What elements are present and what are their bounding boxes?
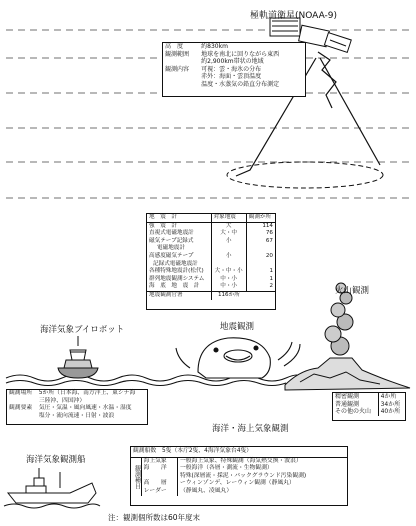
- buoy-row-value: 5か所（日本海、南方洋上、東シナ海: [38, 390, 136, 396]
- volcano-row-label: その他の火山: [335, 408, 372, 416]
- seismo-cell: 小: [211, 253, 246, 261]
- seismo-cell: 海 底 地 震 計: [149, 283, 200, 290]
- seismo-cell: 114: [246, 222, 275, 230]
- seismo-cell: 高感度磁気テープ: [149, 252, 194, 259]
- volcano-icon: [285, 283, 410, 390]
- seismo-cell: 大: [211, 222, 246, 230]
- seismo-cell: 76: [246, 230, 275, 238]
- buoy-label: 海洋気象ブイロボット: [40, 325, 125, 335]
- seismo-cell: 中・小: [211, 276, 246, 284]
- satellite-row-value: 約830km: [201, 43, 228, 50]
- satellite-info-box: [162, 42, 306, 97]
- footnote: 注：観測個所数は60年度末: [108, 513, 201, 522]
- seismo-cell: 磁気テープ記録式: [149, 237, 194, 244]
- seismo-cell: 1: [246, 276, 275, 284]
- seismo-footer-value: 116か所: [211, 291, 246, 299]
- seismo-cell: 各種特殊地震計(松代): [149, 268, 204, 275]
- buoy-info-box: [6, 389, 148, 425]
- earthquake-label: 地震観測: [220, 322, 255, 332]
- ocean-label: 海洋・海上気象観測: [212, 424, 289, 434]
- seismo-footer-label: 地震観測官署: [149, 291, 183, 298]
- volcano-row-value: 34か所: [378, 401, 405, 409]
- satellite-row-value: 可視：雲・海氷の分布: [201, 65, 262, 73]
- ship-row-value: 特殊(深層流・採泥・バックグラウンド汚染観測): [179, 472, 307, 479]
- satellite-title: 極軌道衛星(NOAA-9): [250, 11, 338, 21]
- observation-ship-icon: [4, 468, 100, 508]
- seismo-cell: 中・小: [211, 283, 246, 291]
- ship-row-label: レーダー: [142, 488, 178, 496]
- buoy-robot-icon: [58, 336, 98, 378]
- buoy-row-value: 塩分・流向流速・日射・波浪: [38, 412, 115, 419]
- volcano-label: 火山観測: [335, 286, 370, 296]
- satellite-row-value: 地球を南北に回りながら東西: [201, 50, 280, 58]
- ship-box-side: 観測種目: [131, 458, 142, 496]
- satellite-row-value: 約2,900km帯状の地域: [201, 58, 264, 66]
- ship-row-value: （静風丸、凌風丸）: [179, 487, 233, 494]
- seismo-cell: 記録式電磁地震計: [153, 260, 198, 267]
- buoy-row-label: 観測要素: [9, 405, 33, 412]
- satellite-row-label: 観測内容: [165, 65, 190, 73]
- ship-info-box: [130, 446, 348, 506]
- ship-row-value: 一般海洋（各層・測流・生物観測）: [179, 465, 273, 472]
- seismo-cell: 群列地震観測システム: [149, 275, 205, 282]
- ship-row-value: ーウィンゾンデ、レーウィン観測（静風丸）: [179, 480, 295, 487]
- buoy-row-value: 気圧・気温・風向風速・水温・湿度: [38, 405, 132, 412]
- volcano-row-label: 精密観測: [335, 393, 360, 400]
- observation-footprint: [227, 162, 383, 188]
- seismo-cell: 67: [246, 238, 275, 246]
- seismo-cell: 小: [211, 238, 246, 246]
- seismo-header: 観測か所: [246, 214, 275, 222]
- seismo-cell: 1: [246, 268, 275, 276]
- ship-label: 海洋気象観測船: [26, 455, 86, 465]
- ship-row-label: 高 層: [142, 480, 178, 488]
- ship-row-value: 一般海上気象、特殊観測（海気熱交換・波浪）: [179, 457, 302, 464]
- satellite-row-label: 高 度: [165, 43, 184, 50]
- satellite-row-value: 赤外：海面・雲頂温度: [201, 73, 262, 81]
- seismometer-table: [146, 213, 276, 310]
- satellite-row-label: 観測範囲: [165, 50, 190, 58]
- earthquake-whale-icon: [176, 338, 300, 378]
- volcano-info-box: [332, 392, 406, 421]
- ship-box-title: 観測船数 5隻（本庁2隻、4海洋気象台4隻）: [131, 447, 347, 458]
- seismo-cell: 大・中: [211, 230, 246, 238]
- seismo-cell: 電磁地震計: [157, 245, 185, 252]
- satellite-row-value: 温度・水蒸気の鉛直分布測定: [201, 80, 280, 88]
- seismo-cell: 強 震 計: [149, 222, 177, 229]
- seismo-header: 地 震 計: [149, 214, 177, 220]
- buoy-row-label: 観測場所: [9, 390, 33, 396]
- volcano-row-value: 40か所: [378, 408, 405, 416]
- seismo-cell: 大・中・小: [211, 268, 246, 276]
- ship-row-label: 海上気象: [142, 458, 178, 466]
- volcano-row-label: 普通観測: [335, 400, 360, 408]
- seismo-cell: 直視式電磁地震計: [149, 230, 194, 237]
- seismo-cell: 20: [246, 253, 275, 261]
- seismo-cell: 2: [246, 283, 275, 291]
- seismo-header: 対象地震: [211, 214, 246, 222]
- buoy-row-value: 三陸沖、四国沖）: [38, 397, 86, 404]
- ship-row-label: 海 洋: [142, 465, 178, 473]
- volcano-row-value: 4か所: [378, 393, 405, 401]
